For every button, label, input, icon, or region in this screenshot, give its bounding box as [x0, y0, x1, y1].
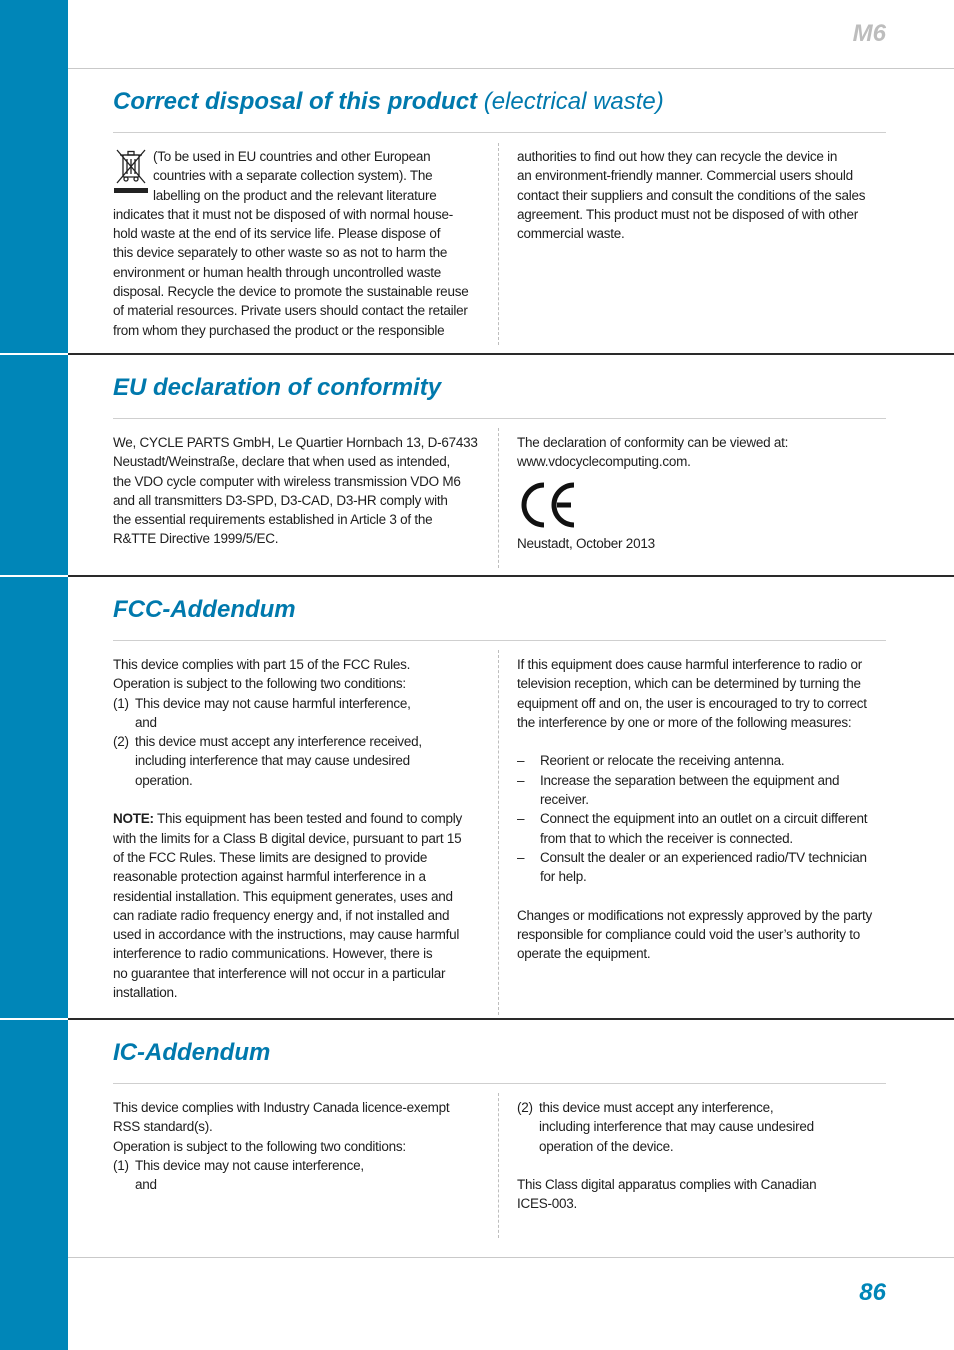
- text-line: including interference that may cause undesired: [539, 1119, 814, 1135]
- fcc-left-text: [113, 655, 483, 1002]
- measure-item: [517, 809, 887, 848]
- sidebar-divider: [0, 1018, 68, 1020]
- eu-right-text: [517, 433, 887, 553]
- text-line: receiver.: [540, 792, 589, 808]
- model-name: M6: [852, 20, 886, 47]
- condition-number: (1): [113, 695, 129, 711]
- title-underline: [113, 640, 886, 641]
- text-line: this device must accept any interference received,: [135, 734, 422, 750]
- text-line: no guarantee that interference will not occur in a particular: [113, 965, 446, 981]
- text-line: authorities to find out how they can recycle the device in: [517, 149, 838, 164]
- text-line: this device must accept any interference,: [539, 1100, 774, 1115]
- text-line: used in accordance with the instructions, may cause harmful: [113, 927, 460, 943]
- text-line: of the FCC Rules. These limits are designed to provide: [113, 849, 428, 865]
- title-underline: [113, 418, 886, 419]
- text-line: Changes or modifications not expressly approved by the party: [517, 907, 872, 923]
- condition-number: (2): [113, 734, 129, 750]
- text-line: including interference that may cause undesired: [135, 753, 410, 769]
- text-line: We, CYCLE PARTS GmbH, Le Quartier Hornbach 13, D-67433: [113, 435, 478, 450]
- weee-crossed-bin-icon: [113, 147, 149, 195]
- text-line: operation of the device.: [539, 1138, 674, 1154]
- text-line: This device may not cause harmful interference,: [135, 695, 411, 711]
- disposal-left-text: [113, 147, 483, 340]
- text-line: interference to radio communications. However, there is: [113, 946, 433, 962]
- section-title-ic: IC-Addendum: [113, 1039, 271, 1066]
- eu-left-text: [113, 433, 483, 549]
- text-line: Connect the equipment into an outlet on a circuit different: [540, 811, 868, 827]
- text-line: and: [135, 1177, 157, 1193]
- text-line: with the limits for a Class B digital device, pursuant to part 15: [113, 830, 462, 846]
- text-line: the essential requirements established in Article 3 of the: [113, 512, 433, 528]
- column-divider: [498, 1093, 499, 1238]
- text-line: for help.: [540, 869, 587, 885]
- column-divider: [498, 143, 499, 345]
- text-line: operate the equipment.: [517, 946, 651, 962]
- note-label: NOTE:: [113, 811, 154, 827]
- sidebar-divider: [0, 575, 68, 577]
- text-line: This device complies with Industry Canada licence-exempt: [113, 1100, 450, 1115]
- title-underline: [113, 132, 886, 133]
- text-line: from that to which the receiver is connected.: [540, 830, 793, 846]
- text-line: television reception, which can be determined by turning the: [517, 676, 861, 692]
- text-line: This equipment has been tested and found to comply: [153, 811, 462, 827]
- section-title-disposal: [113, 88, 664, 116]
- condition-item: [517, 1098, 887, 1156]
- text-line: equipment off and on, the user is encouraged to try to correct: [517, 695, 867, 711]
- condition-item: [113, 694, 483, 733]
- text-line: the interference by one or more of the following measures:: [517, 714, 852, 730]
- text-line: (To be used in EU countries and other European: [153, 149, 431, 164]
- place-date-text: Neustadt, October 2013: [517, 535, 655, 551]
- fcc-right-text: [517, 655, 887, 964]
- text-line: ICES-003.: [517, 1196, 578, 1212]
- text-line: If this equipment does cause harmful interference to radio or: [517, 657, 862, 672]
- measure-item: [517, 771, 887, 810]
- dash-marker: –: [517, 849, 525, 865]
- text-line: Reorient or relocate the receiving antenna.: [540, 753, 785, 769]
- condition-item: [113, 1156, 483, 1195]
- text-line: hold waste at the end of its service life. Please dispose of: [113, 226, 441, 242]
- section-title-fcc: FCC-Addendum: [113, 596, 296, 623]
- text-line: can radiate radio frequency energy and, if not installed and: [113, 907, 450, 923]
- page-number: 86: [859, 1279, 886, 1306]
- text-line: environment or human health through uncontrolled waste: [113, 264, 441, 280]
- text-line: contact their suppliers and consult the conditions of the sales: [517, 187, 866, 203]
- ic-left-text: [113, 1098, 483, 1194]
- column-divider: [498, 650, 499, 1015]
- text-line: the VDO cycle computer with wireless transmission VDO M6: [113, 473, 461, 489]
- condition-item: [113, 732, 483, 790]
- text-line: reasonable protection against harmful interference in a: [113, 869, 426, 885]
- dash-marker: –: [517, 753, 525, 769]
- text-line: and: [135, 714, 157, 730]
- text-line: R&TTE Directive 1999/5/EC.: [113, 531, 279, 547]
- text-line: Increase the separation between the equipment and: [540, 772, 840, 788]
- dash-marker: –: [517, 811, 525, 827]
- text-line: of material resources. Private users should contact the retailer: [113, 303, 468, 319]
- section-rule: [68, 353, 954, 355]
- disposal-right-text: [517, 147, 887, 243]
- ic-right-text: [517, 1098, 887, 1214]
- text-line: The declaration of conformity can be viewed at:: [517, 435, 789, 450]
- text-line: from whom they purchased the product or the responsible: [113, 322, 445, 338]
- website-text: www.vdocyclecomputing.com.: [517, 454, 691, 470]
- footer-rule: [68, 1257, 954, 1258]
- text-line: This Class digital apparatus complies with Canadian: [517, 1177, 817, 1193]
- text-line: This device complies with part 15 of the FCC Rules.: [113, 657, 411, 672]
- condition-number: (1): [113, 1157, 129, 1173]
- text-line: labelling on the product and the relevant literature: [153, 187, 437, 203]
- text-line: Neustadt/Weinstraße, declare that when used as intended,: [113, 454, 450, 470]
- header-rule: [68, 68, 954, 69]
- section-rule: [68, 575, 954, 577]
- text-line: this device separately to other waste so as not to harm the: [113, 245, 448, 261]
- text-line: commercial waste.: [517, 226, 625, 242]
- section-rule: [68, 1018, 954, 1020]
- text-line: countries with a separate collection system). The: [153, 168, 433, 184]
- section-title-eu-declaration: EU declaration of conformity: [113, 374, 442, 401]
- text-line: indicates that it must not be disposed of with normal house-: [113, 206, 453, 222]
- text-line: This device may not cause interference,: [135, 1157, 364, 1173]
- dash-marker: –: [517, 772, 525, 788]
- measure-item: [517, 848, 887, 887]
- note-paragraph-start: [113, 809, 483, 828]
- column-divider: [498, 428, 499, 568]
- text-line: Operation is subject to the following two conditions:: [113, 1138, 406, 1154]
- text-line: RSS standard(s).: [113, 1119, 213, 1135]
- title-underline: [113, 1083, 886, 1084]
- text-line: and all transmitters D3-SPD, D3-CAD, D3-HR comply with: [113, 492, 448, 508]
- text-line: Consult the dealer or an experienced radio/TV technician: [540, 849, 867, 865]
- text-line: Operation is subject to the following two conditions:: [113, 676, 406, 692]
- text-line: responsible for compliance could void the user’s authority to: [517, 927, 860, 943]
- text-line: installation.: [113, 985, 178, 1001]
- text-line: residential installation. This equipment generates, uses and: [113, 888, 453, 904]
- title-bold: Correct disposal of this product: [113, 88, 478, 115]
- text-line: an environment-friendly manner. Commercial users should: [517, 168, 853, 184]
- text-line: operation.: [135, 772, 193, 788]
- sidebar-divider: [0, 353, 68, 355]
- ce-mark-icon: [517, 478, 581, 532]
- text-line: disposal. Recycle the device to promote the sustainable reuse: [113, 284, 469, 300]
- sidebar-color-bar: [0, 0, 68, 1350]
- measure-item: [517, 751, 887, 770]
- title-light: (electrical waste): [483, 88, 664, 115]
- text-line: agreement. This product must not be disposed of with other: [517, 206, 858, 222]
- condition-number: (2): [517, 1100, 533, 1115]
